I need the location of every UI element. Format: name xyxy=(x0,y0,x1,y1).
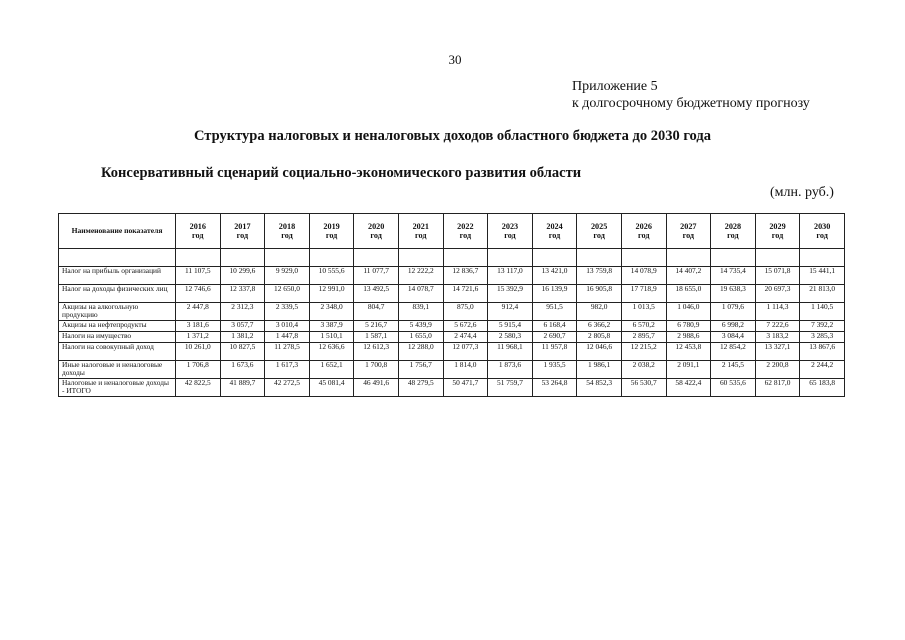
value-cell: 42 822,5 xyxy=(176,379,221,397)
year-label: 2020 xyxy=(367,221,385,231)
year-unit-label: год xyxy=(325,231,338,240)
page-number: 30 xyxy=(448,52,462,67)
table-header-row xyxy=(59,214,845,249)
value-cell: 839,1 xyxy=(398,303,443,321)
column-header-year xyxy=(265,214,310,249)
year-unit-label: год xyxy=(459,231,472,240)
value-cell: 1 114,3 xyxy=(755,303,800,321)
value-cell: 875,0 xyxy=(443,303,488,321)
value-cell: 60 535,6 xyxy=(711,379,756,397)
value-cell: 12 991,0 xyxy=(309,285,354,303)
year-unit-label: год xyxy=(727,231,739,240)
spacer-cell xyxy=(488,249,533,267)
value-cell: 1 873,6 xyxy=(488,361,533,379)
column-header-year xyxy=(577,214,622,249)
value-cell: 1 371,2 xyxy=(176,332,221,343)
column-header-year xyxy=(532,214,577,249)
year-label: 2022 xyxy=(457,221,474,231)
value-cell: 12 836,7 xyxy=(443,267,488,285)
value-cell: 12 453,8 xyxy=(666,343,711,361)
value-cell: 11 107,5 xyxy=(176,267,221,285)
row-name-cell: Акцизы на алкогольную продукцию xyxy=(59,303,176,321)
value-cell: 12 215,2 xyxy=(621,343,666,361)
year-unit-label: год xyxy=(415,231,427,240)
value-cell: 1 046,0 xyxy=(666,303,711,321)
value-cell: 13 421,0 xyxy=(532,267,577,285)
column-header-year xyxy=(398,214,443,249)
value-cell: 1 986,1 xyxy=(577,361,622,379)
column-header-year xyxy=(354,214,399,249)
value-cell: 2 580,3 xyxy=(488,332,533,343)
spacer-cell xyxy=(577,249,622,267)
value-cell: 1 814,0 xyxy=(443,361,488,379)
year-unit-label: год xyxy=(281,231,293,240)
year-label: 2021 xyxy=(412,221,429,231)
value-cell: 11 278,5 xyxy=(265,343,310,361)
value-cell: 58 422,4 xyxy=(666,379,711,397)
value-cell: 13 327,1 xyxy=(755,343,800,361)
value-cell: 1 013,5 xyxy=(621,303,666,321)
table-row xyxy=(59,285,845,303)
year-unit-label: год xyxy=(370,231,382,240)
year-label: 2027 xyxy=(680,221,697,231)
value-cell: 5 216,7 xyxy=(354,321,399,332)
value-cell: 48 279,5 xyxy=(398,379,443,397)
year-label: 2030 xyxy=(813,221,831,231)
value-cell: 15 392,9 xyxy=(488,285,533,303)
value-cell: 1 587,1 xyxy=(354,332,399,343)
value-cell: 12 337,8 xyxy=(220,285,265,303)
value-cell: 12 746,6 xyxy=(176,285,221,303)
year-unit-label: год xyxy=(682,231,695,240)
value-cell: 15 441,1 xyxy=(800,267,845,285)
value-cell: 804,7 xyxy=(354,303,399,321)
value-cell: 1 655,0 xyxy=(398,332,443,343)
value-cell: 12 222,2 xyxy=(398,267,443,285)
value-cell: 41 889,7 xyxy=(220,379,265,397)
value-cell: 982,0 xyxy=(577,303,622,321)
year-label: 2026 xyxy=(635,221,652,231)
column-header-year xyxy=(309,214,354,249)
value-cell: 13 759,8 xyxy=(577,267,622,285)
value-cell: 2 447,8 xyxy=(176,303,221,321)
year-unit-label: год xyxy=(504,231,516,240)
value-cell: 2 988,6 xyxy=(666,332,711,343)
value-cell: 11 077,7 xyxy=(354,267,399,285)
column-header-year xyxy=(800,214,845,249)
value-cell: 46 491,6 xyxy=(354,379,399,397)
value-cell: 951,5 xyxy=(532,303,577,321)
value-cell: 10 261,0 xyxy=(176,343,221,361)
row-name-cell: Налоговые и неналоговые доходы - ИТОГО xyxy=(59,379,176,397)
value-cell: 14 735,4 xyxy=(711,267,756,285)
spacer-cell xyxy=(443,249,488,267)
value-cell: 2 244,2 xyxy=(800,361,845,379)
year-label: 2016 xyxy=(189,221,206,231)
value-cell: 10 827,5 xyxy=(220,343,265,361)
value-cell: 56 530,7 xyxy=(621,379,666,397)
value-cell: 1 140,5 xyxy=(800,303,845,321)
value-cell: 10 299,6 xyxy=(220,267,265,285)
value-cell: 42 272,5 xyxy=(265,379,310,397)
value-cell: 14 078,7 xyxy=(398,285,443,303)
value-cell: 912,4 xyxy=(488,303,533,321)
value-cell: 2 474,4 xyxy=(443,332,488,343)
value-cell: 6 570,2 xyxy=(621,321,666,332)
year-unit-label: год xyxy=(771,231,784,240)
spacer-cell xyxy=(354,249,399,267)
value-cell: 7 222,6 xyxy=(755,321,800,332)
units-label: (млн. руб.) xyxy=(770,185,834,200)
value-cell: 3 285,3 xyxy=(800,332,845,343)
column-header-year xyxy=(755,214,800,249)
value-cell: 65 183,8 xyxy=(800,379,845,397)
value-cell: 1 756,7 xyxy=(398,361,443,379)
row-name-cell: Налоги на совокупный доход xyxy=(59,343,176,361)
row-name-cell: Налог на прибыль организаций xyxy=(59,267,176,285)
row-name-cell: Налоги на имущество xyxy=(59,332,176,343)
value-cell: 1 706,8 xyxy=(176,361,221,379)
spacer-cell xyxy=(621,249,666,267)
value-cell: 12 854,2 xyxy=(711,343,756,361)
revenue-structure-table xyxy=(58,213,845,397)
row-name-cell: Иные налоговые и неналоговые доходы xyxy=(59,361,176,379)
year-label: 2029 xyxy=(769,221,786,231)
column-header-year xyxy=(443,214,488,249)
year-label: 2017 xyxy=(234,221,251,231)
year-unit-label: год xyxy=(593,231,605,240)
value-cell: 17 718,9 xyxy=(621,285,666,303)
value-cell: 2 339,5 xyxy=(265,303,310,321)
spacer-cell xyxy=(176,249,221,267)
value-cell: 62 817,0 xyxy=(755,379,800,397)
value-cell: 53 264,8 xyxy=(532,379,577,397)
value-cell: 12 046,6 xyxy=(577,343,622,361)
value-cell: 7 392,2 xyxy=(800,321,845,332)
value-cell: 16 139,9 xyxy=(532,285,577,303)
value-cell: 14 407,2 xyxy=(666,267,711,285)
value-cell: 6 168,4 xyxy=(532,321,577,332)
value-cell: 6 998,2 xyxy=(711,321,756,332)
year-unit-label: год xyxy=(548,231,561,240)
value-cell: 3 010,4 xyxy=(265,321,310,332)
document-title: Структура налоговых и неналоговых доходов областного бюджета до 2030 года xyxy=(194,128,711,144)
value-cell: 2 038,2 xyxy=(621,361,666,379)
value-cell: 5 439,9 xyxy=(398,321,443,332)
year-unit-label: год xyxy=(236,231,249,240)
year-unit-label: год xyxy=(637,231,650,240)
value-cell: 5 672,6 xyxy=(443,321,488,332)
column-header-year xyxy=(711,214,756,249)
year-label: 2028 xyxy=(724,221,742,231)
spacer-cell xyxy=(666,249,711,267)
year-label: 2025 xyxy=(590,221,608,231)
value-cell: 14 078,9 xyxy=(621,267,666,285)
table-row xyxy=(59,267,845,285)
value-cell: 11 957,8 xyxy=(532,343,577,361)
spacer-cell xyxy=(755,249,800,267)
value-cell: 14 721,6 xyxy=(443,285,488,303)
value-cell: 18 655,0 xyxy=(666,285,711,303)
value-cell: 2 895,7 xyxy=(621,332,666,343)
year-unit-label: год xyxy=(816,231,828,240)
value-cell: 12 612,3 xyxy=(354,343,399,361)
column-header-year xyxy=(621,214,666,249)
column-header-year xyxy=(220,214,265,249)
value-cell: 12 288,0 xyxy=(398,343,443,361)
value-cell: 51 759,7 xyxy=(488,379,533,397)
table-row xyxy=(59,303,845,321)
value-cell: 2 145,5 xyxy=(711,361,756,379)
document-subtitle: Консервативный сценарий социально-экономического развития области xyxy=(101,165,582,181)
table-row xyxy=(59,379,845,397)
value-cell: 2 200,8 xyxy=(755,361,800,379)
value-cell: 3 181,6 xyxy=(176,321,221,332)
column-header-name: Наименование показателя xyxy=(59,214,176,249)
value-cell: 15 071,8 xyxy=(755,267,800,285)
year-label: 2023 xyxy=(501,221,519,231)
value-cell: 10 555,6 xyxy=(309,267,354,285)
value-cell: 3 387,9 xyxy=(309,321,354,332)
value-cell: 6 366,2 xyxy=(577,321,622,332)
value-cell: 2 312,3 xyxy=(220,303,265,321)
spacer-cell xyxy=(59,249,176,267)
value-cell: 16 905,8 xyxy=(577,285,622,303)
table-row xyxy=(59,332,845,343)
year-unit-label: год xyxy=(192,231,204,240)
appendix-line-2: к долгосрочному бюджетному прогнозу xyxy=(572,96,810,111)
value-cell: 2 690,7 xyxy=(532,332,577,343)
value-cell: 9 929,0 xyxy=(265,267,310,285)
value-cell: 11 968,1 xyxy=(488,343,533,361)
spacer-cell xyxy=(711,249,756,267)
year-label: 2018 xyxy=(278,221,296,231)
table-row xyxy=(59,321,845,332)
row-name-cell: Акцизы на нефтепродукты xyxy=(59,321,176,332)
value-cell: 1 652,1 xyxy=(309,361,354,379)
value-cell: 12 636,6 xyxy=(309,343,354,361)
value-cell: 1 617,3 xyxy=(265,361,310,379)
year-label: 2019 xyxy=(323,221,340,231)
value-cell: 1 935,5 xyxy=(532,361,577,379)
value-cell: 54 852,3 xyxy=(577,379,622,397)
value-cell: 2 805,8 xyxy=(577,332,622,343)
value-cell: 1 447,8 xyxy=(265,332,310,343)
value-cell: 5 915,4 xyxy=(488,321,533,332)
table-row xyxy=(59,361,845,379)
spacer-cell xyxy=(265,249,310,267)
column-header-year xyxy=(666,214,711,249)
value-cell: 12 077,3 xyxy=(443,343,488,361)
value-cell: 12 650,0 xyxy=(265,285,310,303)
spacer-cell xyxy=(398,249,443,267)
value-cell: 13 867,6 xyxy=(800,343,845,361)
value-cell: 21 813,0 xyxy=(800,285,845,303)
value-cell: 45 081,4 xyxy=(309,379,354,397)
row-name-cell: Налог на доходы физических лиц xyxy=(59,285,176,303)
value-cell: 3 057,7 xyxy=(220,321,265,332)
value-cell: 2 348,0 xyxy=(309,303,354,321)
value-cell: 50 471,7 xyxy=(443,379,488,397)
value-cell: 1 079,6 xyxy=(711,303,756,321)
table-row xyxy=(59,343,845,361)
value-cell: 20 697,3 xyxy=(755,285,800,303)
value-cell: 6 780,9 xyxy=(666,321,711,332)
spacer-row xyxy=(59,249,845,267)
appendix-note xyxy=(572,78,810,112)
value-cell: 1 381,2 xyxy=(220,332,265,343)
column-header-year xyxy=(488,214,533,249)
appendix-line-1: Приложение 5 xyxy=(572,79,658,94)
spacer-cell xyxy=(309,249,354,267)
spacer-cell xyxy=(532,249,577,267)
value-cell: 3 084,4 xyxy=(711,332,756,343)
year-label: 2024 xyxy=(546,221,563,231)
value-cell: 19 638,3 xyxy=(711,285,756,303)
column-header-year xyxy=(176,214,221,249)
value-cell: 1 673,6 xyxy=(220,361,265,379)
value-cell: 13 117,0 xyxy=(488,267,533,285)
value-cell: 3 183,2 xyxy=(755,332,800,343)
value-cell: 2 091,1 xyxy=(666,361,711,379)
value-cell: 1 700,8 xyxy=(354,361,399,379)
spacer-cell xyxy=(220,249,265,267)
spacer-cell xyxy=(800,249,845,267)
value-cell: 13 492,5 xyxy=(354,285,399,303)
value-cell: 1 510,1 xyxy=(309,332,354,343)
